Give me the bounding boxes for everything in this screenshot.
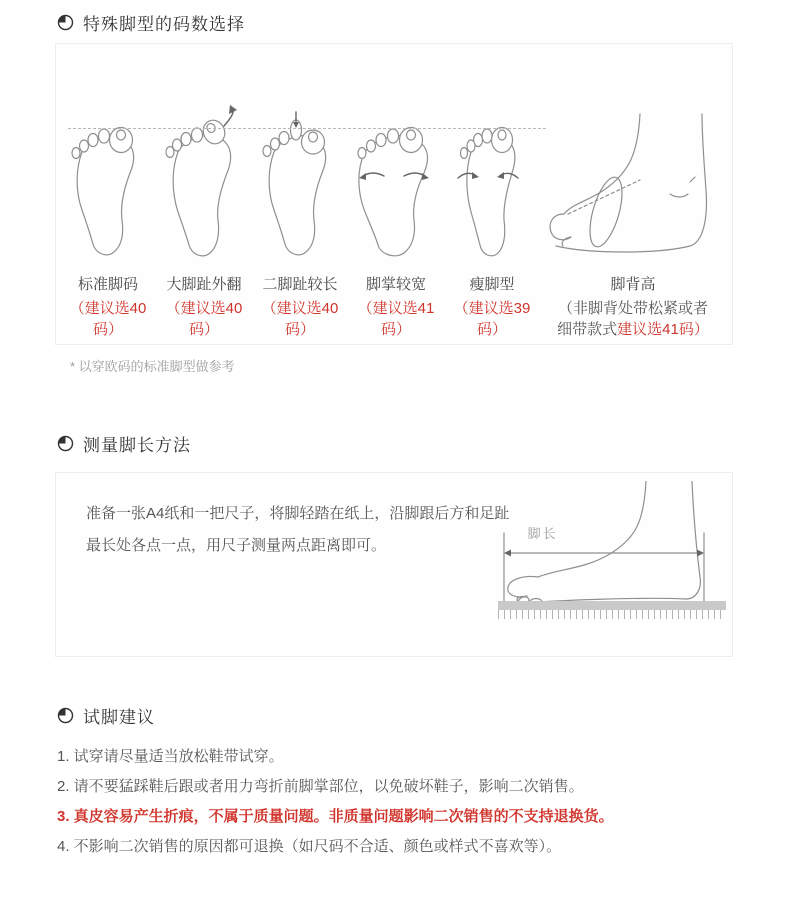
- high-instep-foot-icon: [540, 74, 726, 269]
- foot-type-wide: [348, 74, 444, 340]
- foot-type-advice-line1: （非脚背处带松紧或者: [557, 300, 708, 317]
- sizing-footnote: * 以穿欧码的标准脚型做参考: [70, 359, 235, 374]
- standard-foot-icon: [60, 74, 156, 269]
- ruler-bar: [498, 601, 726, 610]
- clock-icon: [57, 435, 74, 452]
- tip-item: 4. 不影响二次销售的原因都可退换（如尺码不合适、颜色或样式不喜欢等）。: [57, 838, 562, 855]
- foot-type-name: 脚背高: [610, 276, 656, 293]
- foot-types-row: [56, 44, 732, 340]
- try-on-tips-list: [57, 742, 790, 862]
- foot-type-advice: （建议选40码）: [69, 300, 147, 338]
- wide-foot-icon: [348, 74, 444, 269]
- clock-icon: [57, 707, 74, 724]
- section-title: 测量脚长方法: [83, 436, 191, 455]
- foot-type-advice: （建议选39码）: [453, 300, 531, 338]
- foot-type-advice: （建议选40码）: [165, 300, 243, 338]
- foot-type-long-second-toe: [252, 74, 348, 340]
- toe-alignment-dashed-line: [68, 128, 546, 129]
- foot-type-name: 二脚趾较长: [262, 276, 338, 293]
- measure-panel: [55, 472, 733, 657]
- tip-item: 1. 试穿请尽量适当放松鞋带试穿。: [57, 748, 284, 765]
- foot-type-advice-line2-plain: 细带款式: [557, 321, 618, 338]
- foot-type-name: 标准脚码: [77, 276, 138, 293]
- valgus-foot-icon: [156, 74, 252, 269]
- foot-type-thin: [444, 74, 540, 340]
- foot-type-valgus: [156, 74, 252, 340]
- foot-type-name: 脚掌较宽: [365, 276, 426, 293]
- foot-type-name: 大脚趾外翻: [166, 276, 242, 293]
- section-title: 试脚建议: [83, 708, 155, 727]
- long-second-toe-foot-icon: [252, 74, 348, 269]
- foot-type-advice: （建议选40码）: [261, 300, 339, 338]
- section-header-tips: [57, 703, 790, 728]
- tip-item-warning: 3. 真皮容易产生折痕，不属于质量问题。非质量问题影响二次销售的不支持退换货。: [57, 808, 614, 825]
- tip-item: 2. 请不要猛踩鞋后跟或者用力弯折前脚掌部位，以免破坏鞋子，影响二次销售。: [57, 778, 584, 795]
- section-header-measure: [57, 431, 790, 456]
- foot-type-advice: （建议选41码）: [357, 300, 435, 338]
- measure-instructions: 准备一张A4纸和一把尺子，将脚轻踏在纸上，沿脚跟后方和足趾最长处各点一点，用尺子测量两点距离即可。: [86, 505, 510, 554]
- foot-types-panel: [55, 43, 733, 345]
- foot-type-high-instep: [540, 74, 726, 340]
- section-header-size-selection: [57, 0, 790, 35]
- foot-on-ruler-icon: [496, 481, 731, 611]
- section-title: 特殊脚型的码数选择: [83, 15, 245, 34]
- foot-length-label: 脚长: [527, 526, 558, 541]
- clock-icon: [57, 14, 74, 31]
- thin-foot-icon: [444, 74, 540, 269]
- foot-type-standard: [60, 74, 156, 340]
- measure-diagram: [496, 473, 732, 658]
- foot-type-name: 瘦脚型: [469, 276, 515, 293]
- foot-type-advice-line2-red: 建议选41码）: [617, 321, 709, 338]
- ruler-ticks: [498, 610, 726, 619]
